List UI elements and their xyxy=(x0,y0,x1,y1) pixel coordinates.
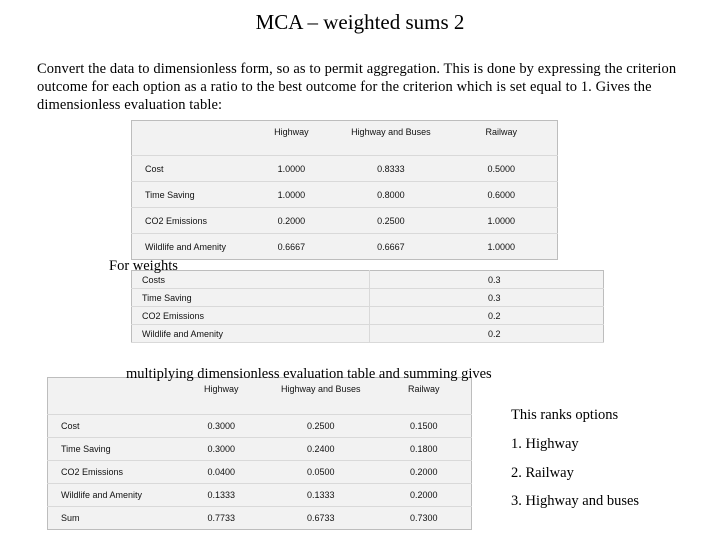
table-row-sum xyxy=(48,507,472,530)
table-row xyxy=(132,208,558,234)
table-cell: 0.2400 xyxy=(265,438,376,461)
table-cell: 0.1800 xyxy=(376,438,471,461)
row-label: CO2 Emissions xyxy=(132,208,247,234)
table-cell: 1.0000 xyxy=(247,156,337,182)
table-cell: 0.2000 xyxy=(247,208,337,234)
table-row xyxy=(132,182,558,208)
table-cell: 0.1333 xyxy=(177,484,265,507)
table-cell: 0.6000 xyxy=(446,182,558,208)
table-cell: 0.3000 xyxy=(177,415,265,438)
table-header-cell: Railway xyxy=(485,127,518,137)
table-cell: 0.3 xyxy=(370,271,604,289)
table-header-cell: Highway xyxy=(274,127,309,137)
table-header-cell: Highway xyxy=(203,384,239,394)
table-cell: 0.1500 xyxy=(376,415,471,438)
table-header-cell xyxy=(132,121,247,156)
multiply-heading: multiplying dimensionless evaluation table and summing gives xyxy=(126,366,492,382)
table-row xyxy=(48,461,472,484)
table-cell: 0.0400 xyxy=(177,461,265,484)
table-row xyxy=(132,325,604,343)
table-header-cell xyxy=(48,378,178,415)
row-label: Wildlife and Amenity xyxy=(132,234,247,260)
table-cell: 0.0500 xyxy=(265,461,376,484)
table-cell: 0.6667 xyxy=(247,234,337,260)
table-row xyxy=(132,307,604,325)
row-label: Time Saving xyxy=(132,289,370,307)
table-cell: 1.0000 xyxy=(446,234,558,260)
table-cell: 0.2000 xyxy=(376,484,471,507)
table-cell: 0.2500 xyxy=(336,208,445,234)
table-cell: 0.6733 xyxy=(265,507,376,530)
row-label: Costs xyxy=(132,271,370,289)
table-cell: 0.1333 xyxy=(265,484,376,507)
table-cell: 1.0000 xyxy=(247,182,337,208)
table-cell: 0.8333 xyxy=(336,156,445,182)
table-cell: 0.2000 xyxy=(376,461,471,484)
table-cell: 0.7300 xyxy=(376,507,471,530)
weights-heading: For weights xyxy=(109,258,178,274)
table-header-row xyxy=(132,121,558,156)
row-label: Cost xyxy=(132,156,247,182)
ranking-item: 3. Highway and buses xyxy=(511,493,640,509)
table-row xyxy=(132,234,558,260)
table-header-cell: Railway xyxy=(407,384,440,394)
table-cell: 0.2 xyxy=(370,307,604,325)
row-label: Wildlife and Amenity xyxy=(132,325,370,343)
row-label: Time Saving xyxy=(48,438,178,461)
table-row xyxy=(132,271,604,289)
table-row xyxy=(48,484,472,507)
table-cell: 0.3 xyxy=(370,289,604,307)
table-cell: 0.6667 xyxy=(336,234,445,260)
table-cell: 0.3000 xyxy=(177,438,265,461)
ranking-item: 2. Railway xyxy=(511,465,574,481)
table-header-row xyxy=(48,378,472,415)
table-cell: 0.2 xyxy=(370,325,604,343)
row-label: Wildlife and Amenity xyxy=(48,484,178,507)
row-label: Cost xyxy=(48,415,178,438)
intro-paragraph: Convert the data to dimensionless form, so as to permit aggregation. This is done by expressing the criterion outcome for each option as a ratio to the best outcome for the criterion which is set equal to 1. Gives the dimensionless evaluation table: xyxy=(37,61,677,113)
table-row xyxy=(48,438,472,461)
row-label: Time Saving xyxy=(132,182,247,208)
table-row xyxy=(132,156,558,182)
row-label: CO2 Emissions xyxy=(132,307,370,325)
row-label: Sum xyxy=(48,507,178,530)
table-row xyxy=(48,415,472,438)
table-cell: 0.8000 xyxy=(336,182,445,208)
row-label: CO2 Emissions xyxy=(48,461,178,484)
table-cell: 0.5000 xyxy=(446,156,558,182)
table-cell: 1.0000 xyxy=(446,208,558,234)
table-cell: 0.2500 xyxy=(265,415,376,438)
ranking-item: 1. Highway xyxy=(511,436,579,452)
weights-table xyxy=(131,270,604,343)
weighted-sums-table xyxy=(47,377,472,530)
table-row xyxy=(132,289,604,307)
table-header-cell: Highway and Buses xyxy=(280,384,361,394)
table-header-cell: Highway and Buses xyxy=(351,127,431,137)
page-title: MCA – weighted sums 2 xyxy=(255,10,465,34)
ranking-heading: This ranks options xyxy=(511,407,619,423)
table-cell: 0.7733 xyxy=(177,507,265,530)
dimensionless-evaluation-table xyxy=(131,120,558,260)
